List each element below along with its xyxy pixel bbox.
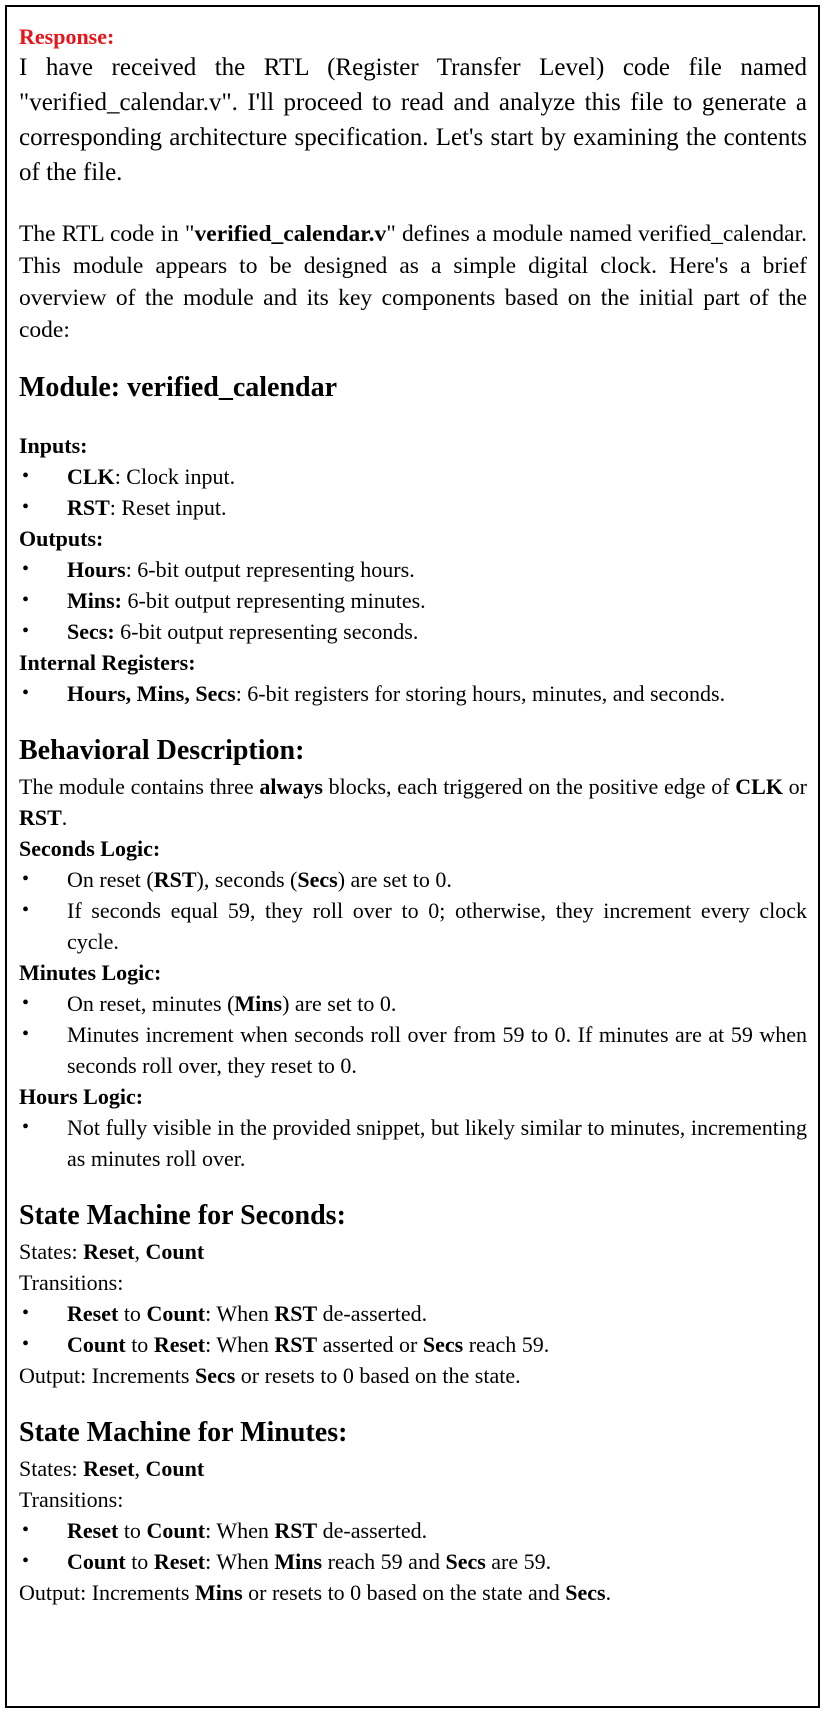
spacer [19, 1391, 807, 1413]
text-run: States: [19, 1239, 84, 1264]
bullet-icon: • [22, 1550, 30, 1572]
list-item [19, 554, 807, 585]
state-name: Reset [83, 1239, 135, 1264]
sm-minutes-transitions [19, 1515, 807, 1577]
signal-name: Secs [194, 1363, 236, 1388]
signal-name: Mins [234, 991, 283, 1016]
state-name: Count [146, 1301, 206, 1326]
text-run: to [125, 1549, 154, 1574]
outputs-heading: Outputs: [19, 526, 104, 551]
state-name: Count [146, 1518, 206, 1543]
list-item [19, 1546, 807, 1577]
state-name: Reset [83, 1456, 135, 1481]
bullet-icon: • [22, 1116, 30, 1138]
signal-name: CLK [67, 464, 115, 489]
text-run: reach 59. [463, 1332, 550, 1357]
spacer [19, 709, 807, 731]
text-run: On reset, minutes ( [67, 991, 235, 1016]
state-name: Reset [67, 1518, 119, 1543]
sm-seconds-transitions-label: Transitions: [19, 1270, 124, 1295]
response-frame [5, 5, 820, 1708]
text-run: reach 59 and [322, 1549, 446, 1574]
behavior-title: Behavioral Description: [19, 735, 305, 766]
signal-name: Hours, Mins, Secs [67, 681, 236, 706]
sm-seconds-output [19, 1360, 807, 1391]
signal-name: Mins: [67, 588, 122, 613]
text-run: , [134, 1456, 146, 1481]
bullet-icon: • [22, 465, 30, 487]
registers-heading: Internal Registers: [19, 650, 196, 675]
list-item [19, 988, 807, 1019]
text-run: On reset ( [67, 867, 154, 892]
signal-desc: 6-bit output representing seconds. [114, 619, 419, 644]
bullet-icon: • [22, 1519, 30, 1541]
text-run: to [118, 1518, 147, 1543]
text-run: to [118, 1301, 147, 1326]
signal-name: Mins [274, 1549, 323, 1574]
text-run: . [61, 805, 68, 830]
seconds-logic-heading: Seconds Logic: [19, 836, 161, 861]
bullet-icon: • [22, 1333, 30, 1355]
sm-seconds-states [19, 1236, 807, 1267]
signal-name: RST [274, 1301, 318, 1326]
text-run: : When [205, 1301, 275, 1326]
bullet-icon: • [22, 558, 30, 580]
state-name: Reset [67, 1301, 119, 1326]
state-name: Reset [153, 1549, 206, 1574]
sm-seconds-title: State Machine for Seconds: [19, 1200, 346, 1231]
signal-name: Secs: [67, 619, 115, 644]
inputs-heading: Inputs: [19, 433, 88, 458]
minutes-logic-list [19, 988, 807, 1081]
module-title: Module: verified_calendar [19, 372, 338, 403]
state-name: Count [145, 1239, 205, 1264]
hours-logic-list [19, 1112, 807, 1174]
bullet-icon: • [22, 868, 30, 890]
list-item [19, 1515, 807, 1546]
text-run: The module contains three [19, 774, 260, 799]
text-run: : When [205, 1549, 275, 1574]
list-item [19, 616, 807, 647]
text-run: . [605, 1580, 612, 1605]
bullet-icon: • [22, 496, 30, 518]
text-run: Output: Increments [19, 1363, 195, 1388]
list-item [19, 1329, 807, 1360]
inputs-list [19, 461, 807, 523]
text-run: " defines a module named verified_calendar. This module appears to be designed as a simple digital clock. Here's a brief overview of the module and its key components based on the initial part of the code: [19, 221, 807, 343]
sm-minutes-title [19, 1413, 807, 1453]
list-item [19, 678, 807, 709]
behavior-intro [19, 771, 807, 833]
signal-name: RST [153, 867, 197, 892]
bullet-icon: • [22, 1023, 30, 1045]
registers-list [19, 678, 807, 709]
text-run: The RTL code in " [19, 221, 195, 247]
signal-name: CLK [735, 774, 783, 799]
sm-minutes-transitions-label: Transitions: [19, 1487, 124, 1512]
spacer [19, 408, 807, 430]
signal-desc: : 6-bit output representing hours. [125, 557, 415, 582]
intro-paragraph-1: I have received the RTL (Register Transfer Level) code file named "verified_calendar.v". I'll proceed to read and analyze this file to generate a corresponding architecture specification. Let's start by examining the contents of the file. [19, 54, 807, 186]
signal-desc: 6-bit output representing minutes. [122, 588, 426, 613]
signal-name: Secs [422, 1332, 464, 1357]
state-name: Count [67, 1332, 126, 1357]
text-run: Not fully visible in the provided snippet, but likely similar to minutes, incrementing as minutes roll over. [67, 1115, 807, 1171]
signal-name: Mins [194, 1580, 243, 1605]
signal-name: RST [19, 805, 62, 830]
signal-name: Secs [565, 1580, 606, 1605]
list-item [19, 1112, 807, 1174]
list-item [19, 1019, 807, 1081]
spacer [19, 190, 807, 218]
text-run: blocks, each triggered on the positive edge of [322, 774, 736, 799]
signal-name: Hours [67, 557, 126, 582]
list-item [19, 1298, 807, 1329]
minutes-logic-heading: Minutes Logic: [19, 960, 162, 985]
text-run: : When [205, 1518, 275, 1543]
intro-paragraph-2 [19, 218, 807, 346]
text-run: Output: Increments [19, 1580, 195, 1605]
text-run: or resets to 0 based on the state and [242, 1580, 566, 1605]
signal-name: RST [274, 1332, 318, 1357]
text-run: asserted or [317, 1332, 423, 1357]
text-run: State Machine for Minutes [19, 1417, 339, 1448]
text-run: If seconds equal 59, they roll over to 0; otherwise, they increment every clock cycle. [67, 898, 807, 954]
bullet-icon: • [22, 899, 30, 921]
list-item [19, 864, 807, 895]
bullet-icon: • [22, 589, 30, 611]
signal-name: RST [274, 1518, 318, 1543]
state-name: Count [145, 1456, 205, 1481]
text-run: States: [19, 1456, 84, 1481]
hours-logic-heading: Hours Logic: [19, 1084, 144, 1109]
file-name: verified_calendar.v [194, 221, 387, 247]
seconds-logic-list [19, 864, 807, 957]
response-label: Response: [19, 24, 115, 49]
bullet-icon: • [22, 1302, 30, 1324]
text-run: ) are set to 0. [337, 867, 452, 892]
list-item [19, 461, 807, 492]
outputs-list [19, 554, 807, 647]
text-run: are 59. [485, 1549, 552, 1574]
state-name: Reset [153, 1332, 206, 1357]
sm-seconds-transitions [19, 1298, 807, 1360]
signal-desc: : Reset input. [109, 495, 227, 520]
text-run: Minutes increment when seconds roll over from 59 to 0. If minutes are at 59 when seconds roll over, they reset to 0. [67, 1022, 807, 1078]
list-item [19, 895, 807, 957]
list-item [19, 492, 807, 523]
bullet-icon: • [22, 992, 30, 1014]
signal-name: RST [67, 495, 110, 520]
sm-minutes-output [19, 1577, 807, 1608]
list-item [19, 585, 807, 616]
signal-name: Secs [445, 1549, 486, 1574]
signal-desc: : Clock input. [114, 464, 236, 489]
bullet-icon: • [22, 682, 30, 704]
text-run: : [338, 1417, 348, 1448]
state-name: Count [67, 1549, 126, 1574]
sm-minutes-states [19, 1453, 807, 1484]
bullet-icon: • [22, 620, 30, 642]
spacer [19, 1174, 807, 1196]
keyword: always [259, 774, 323, 799]
text-run: ) are set to 0. [282, 991, 397, 1016]
text-run: or [782, 774, 808, 799]
spacer [19, 346, 807, 368]
signal-name: Secs [297, 867, 338, 892]
text-run: to [125, 1332, 154, 1357]
text-run: de-asserted. [317, 1518, 428, 1543]
text-run: : When [205, 1332, 275, 1357]
signal-desc: : 6-bit registers for storing hours, minutes, and seconds. [235, 681, 726, 706]
text-run: de-asserted. [317, 1301, 428, 1326]
text-run: , [134, 1239, 146, 1264]
text-run: or resets to 0 based on the state. [235, 1363, 521, 1388]
text-run: ), seconds ( [196, 867, 298, 892]
